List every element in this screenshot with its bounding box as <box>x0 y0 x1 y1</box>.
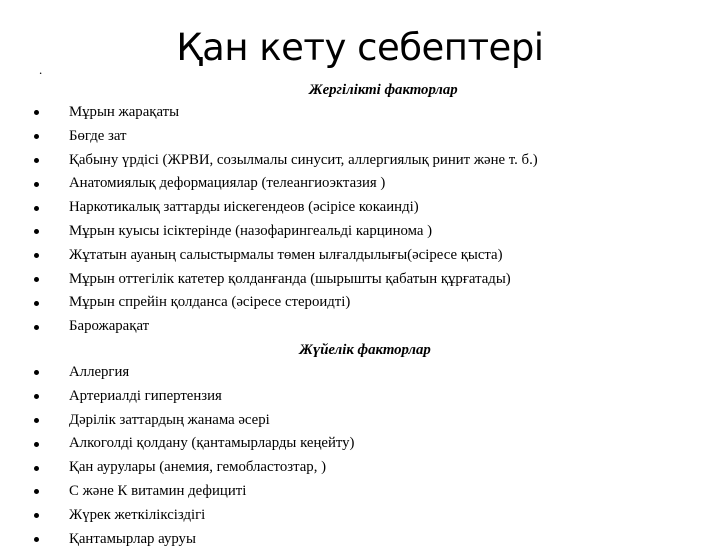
section-heading-local: Жергілікті факторлар <box>309 82 458 98</box>
bullet-icon <box>34 418 39 423</box>
bullet-icon <box>34 158 39 163</box>
bullet-icon <box>34 253 39 258</box>
section-heading-systemic: Жүйелік факторлар <box>299 341 431 358</box>
bullet-icon <box>34 325 39 330</box>
list-item-text: Алкоголді қолдану (қантамырларды кеңейту) <box>69 435 355 452</box>
list-item <box>30 268 700 292</box>
systemic-factors-list <box>30 361 700 551</box>
list-item <box>30 101 700 125</box>
list-item <box>30 172 700 196</box>
bullet-icon <box>34 206 39 211</box>
list-item-text: Дәрілік заттардың жанама әсері <box>69 411 270 428</box>
bullet-icon <box>34 370 39 375</box>
bullet-icon <box>34 513 39 518</box>
list-item <box>30 480 700 504</box>
bullet-icon <box>34 134 39 139</box>
list-item-text: Мұрын спрейін қолданса (әсіресе стероидті) <box>69 294 351 311</box>
bullet-icon <box>34 182 39 187</box>
list-item <box>30 385 700 409</box>
list-item-text: Қантамырлар ауруы <box>69 530 196 547</box>
slide-title: Қан кету себептері <box>176 26 544 69</box>
list-item <box>30 528 700 551</box>
bullet-icon <box>34 537 39 542</box>
bullet-icon <box>34 466 39 471</box>
list-item-text: Наркотикалық заттарды иіскегендеов (әсірісе кокаинді) <box>69 199 419 216</box>
bullet-icon <box>34 442 39 447</box>
list-item <box>30 244 700 268</box>
list-item-text: Аллергия <box>69 363 130 380</box>
list-item-text: Жұтатын ауаның салыстырмалы төмен ылғалдылығы(әсіресе қыста) <box>69 246 503 263</box>
bullet-icon <box>34 394 39 399</box>
bullet-icon <box>34 277 39 282</box>
bullet-icon <box>34 489 39 494</box>
list-item-text: Барожарақат <box>69 318 150 335</box>
list-item <box>30 291 700 315</box>
slide-content <box>30 79 700 551</box>
bullet-icon <box>34 301 39 306</box>
list-item-text: Қабыну үрдісі (ЖРВИ, созылмалы синусит, аллергиялық ринит және т. б.) <box>69 151 538 168</box>
list-item <box>30 125 700 149</box>
list-item <box>30 220 700 244</box>
list-item <box>30 456 700 480</box>
list-item <box>30 409 700 433</box>
list-item-text: Артериалді гипертензия <box>69 387 222 404</box>
local-factors-list <box>30 101 700 339</box>
list-item <box>30 504 700 528</box>
list-item-text: Жүрек жеткіліксіздігі <box>69 506 206 523</box>
list-item-text: Мұрын жарақаты <box>69 104 180 120</box>
stray-mark: . <box>39 62 43 77</box>
bullet-icon <box>34 110 39 115</box>
list-item-text: С және К витамин дефициті <box>69 482 247 499</box>
list-item-text: Мұрын оттегілік катетер қолданғанда (шырышты қабатын құрғатады) <box>69 270 511 287</box>
list-item <box>30 149 700 173</box>
list-item <box>30 432 700 456</box>
bullet-icon <box>34 229 39 234</box>
list-item-text: Қан аурулары (анемия, гемобластозтар, ) <box>69 459 327 476</box>
list-item-text: Бөгде зат <box>69 127 127 144</box>
list-item <box>30 361 700 385</box>
list-item <box>30 196 700 220</box>
list-item-text: Анатомиялық деформациялар (телеангиоэктазия ) <box>69 175 386 192</box>
list-item <box>30 315 700 339</box>
list-item-text: Мұрын куысы ісіктерінде (назофарингеальді карцинома ) <box>69 222 433 239</box>
